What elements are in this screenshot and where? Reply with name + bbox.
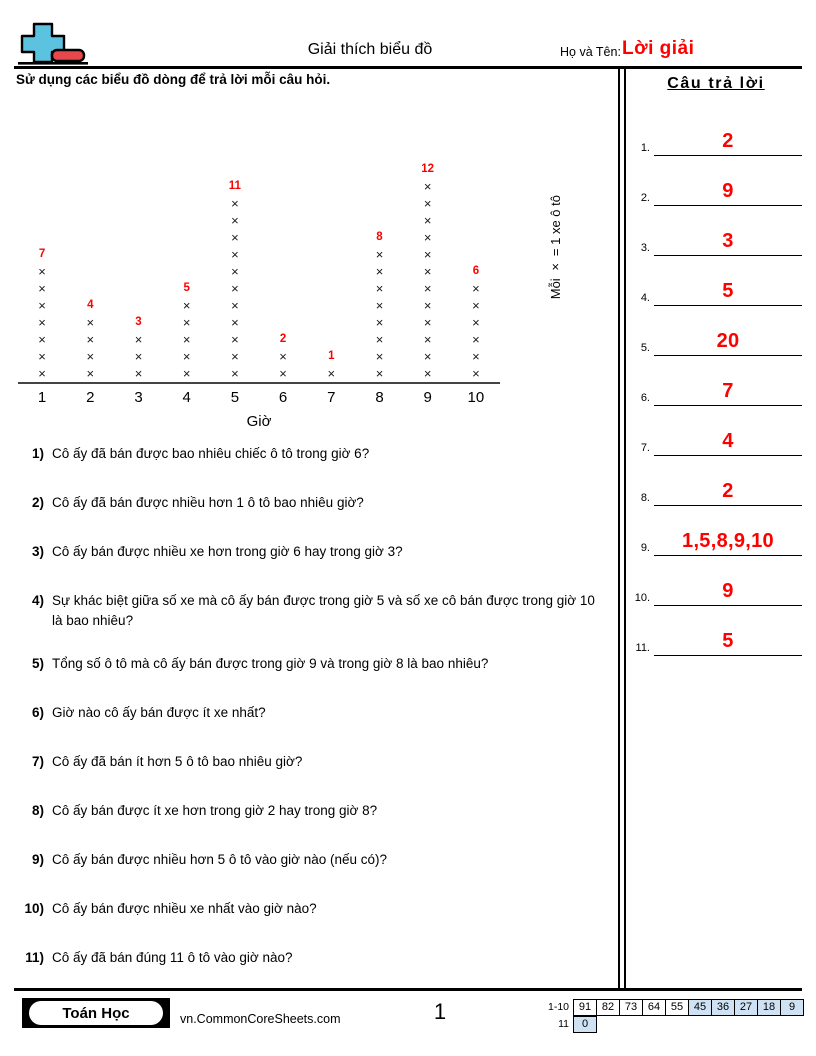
question-number: 11)	[25, 950, 44, 965]
answer-column-heading: Câu trả lời	[667, 75, 765, 92]
dot-plot-mark: ×	[231, 298, 239, 313]
question-number: 2)	[31, 495, 44, 510]
dot-plot-count-label: 8	[376, 231, 383, 243]
answer-value: 1,5,8,9,10	[682, 530, 774, 552]
dot-plot-mark: ×	[38, 366, 46, 381]
question-item	[0, 591, 612, 631]
score-table-row-label: 1-10	[547, 1001, 569, 1013]
score-table-cell: 73	[619, 999, 643, 1016]
dot-plot-mark: ×	[134, 332, 143, 347]
answer-row	[630, 406, 802, 456]
dot-plot-mark: ×	[423, 179, 432, 194]
dot-plot-mark: ×	[423, 366, 432, 381]
question-text: Cô ấy đã bán ít hơn 5 ô tô bao nhiêu giờ?	[52, 754, 303, 769]
answer-row	[630, 556, 802, 606]
dot-plot-mark: ×	[375, 281, 384, 296]
question-text: Cô ấy bán được nhiều xe hơn trong giờ 6 hay trong giờ 3?	[52, 544, 403, 559]
dot-plot-mark: ×	[231, 332, 239, 347]
dot-plot-count-label: 6	[472, 265, 480, 277]
score-table-cell: 9	[780, 999, 804, 1016]
dot-plot-mark: ×	[472, 315, 480, 330]
question-number: 4)	[31, 593, 44, 608]
dot-plot-mark: ×	[86, 366, 95, 381]
dot-plot-mark: ×	[38, 264, 46, 279]
dot-plot-mark: ×	[231, 264, 239, 279]
x-axis-tick-label: 7	[327, 389, 336, 406]
answer-value: 5	[722, 630, 734, 652]
score-table-row	[531, 999, 804, 1016]
dot-plot-count-label: 3	[135, 316, 142, 328]
dot-plot-mark: ×	[375, 264, 384, 279]
dot-plot-mark: ×	[279, 349, 287, 364]
instructions-text: Sử dụng các biểu đồ dòng để trả lời mỗi câu hỏi.	[16, 72, 331, 87]
dot-plot-count-label: 12	[421, 163, 435, 175]
question-text: Cô ấy bán được nhiều xe nhất vào giờ nào?	[52, 901, 317, 916]
dot-plot-column	[27, 247, 57, 382]
question-number: 7)	[31, 754, 44, 769]
score-table-cell: 55	[665, 999, 689, 1016]
question-item	[0, 493, 612, 519]
answer-value: 20	[716, 330, 740, 352]
x-axis-line	[18, 382, 500, 384]
score-table-cell: 36	[711, 999, 735, 1016]
question-item	[0, 444, 612, 470]
dot-plot-mark: ×	[231, 281, 239, 296]
dot-plot-mark: ×	[38, 315, 46, 330]
chart-legend-note: Mỗi × = 1 xe ô tô	[548, 195, 563, 300]
answer-row-number: 10.	[634, 592, 650, 604]
dot-plot-mark: ×	[279, 366, 287, 381]
name-field-label: Họ và Tên:	[560, 45, 621, 59]
question-number: 8)	[31, 803, 44, 818]
dot-plot-mark: ×	[375, 332, 384, 347]
dot-plot-column	[75, 298, 105, 382]
x-axis-tick-label: 1	[37, 389, 47, 406]
dot-plot-mark: ×	[38, 281, 46, 296]
dot-plot-column	[124, 315, 154, 382]
question-text: Tổng số ô tô mà cô ấy bán được trong giờ 9 và trong giờ 8 là bao nhiêu?	[52, 656, 489, 671]
dot-plot-column	[413, 162, 443, 382]
answer-row	[630, 356, 802, 406]
dot-plot-mark: ×	[375, 298, 384, 313]
answer-value: 9	[722, 180, 734, 202]
question-text: Cô ấy đã bán được nhiều hơn 1 ô tô bao nhiêu giờ?	[52, 495, 364, 510]
dot-plot-column	[316, 349, 346, 382]
dot-plot-count-label: 1	[328, 350, 335, 362]
answer-row	[630, 306, 802, 356]
score-table-row	[531, 1016, 804, 1033]
dot-plot-mark: ×	[375, 247, 384, 262]
answer-row	[630, 156, 802, 206]
answer-row-number: 7.	[640, 442, 650, 454]
dot-plot-column	[365, 230, 395, 382]
score-table-cell: 18	[757, 999, 781, 1016]
dot-plot-mark: ×	[231, 349, 239, 364]
question-item	[0, 801, 612, 827]
dot-plot-count-label: 7	[38, 248, 46, 260]
dot-plot-mark: ×	[134, 366, 143, 381]
x-axis-tick-label: 4	[182, 389, 191, 406]
answer-row	[630, 606, 802, 656]
site-url: vn.CommonCoreSheets.com	[180, 1012, 341, 1026]
dot-plot-mark: ×	[423, 349, 432, 364]
score-table-cell: 91	[573, 999, 597, 1016]
x-axis-tick-label: 2	[86, 389, 95, 406]
dot-plot-mark: ×	[375, 349, 384, 364]
footer-divider	[14, 988, 802, 991]
answer-value: 2	[722, 130, 734, 152]
question-number: 3)	[31, 544, 44, 559]
dot-plot-mark: ×	[86, 332, 95, 347]
dot-plot-mark: ×	[375, 366, 384, 381]
dot-plot-mark: ×	[423, 264, 432, 279]
dot-plot-mark: ×	[423, 332, 432, 347]
score-table-cell: 64	[642, 999, 666, 1016]
x-axis-tick-label: 5	[230, 389, 240, 406]
line-plot-chart	[0, 110, 610, 440]
page-number: 1	[433, 999, 447, 1024]
vertical-divider-left	[618, 68, 620, 988]
question-number: 9)	[31, 852, 44, 867]
dot-plot-mark: ×	[231, 247, 239, 262]
question-item	[0, 703, 612, 729]
dot-plot-mark: ×	[472, 298, 480, 313]
dot-plot-mark: ×	[182, 332, 191, 347]
dot-plot-mark: ×	[231, 366, 239, 381]
dot-plot-mark: ×	[423, 247, 432, 262]
score-table-cell: 0	[573, 1016, 597, 1033]
dot-plot-column	[172, 281, 202, 382]
question-text: Sự khác biệt giữa số xe mà cô ấy bán được trong giờ 5 và số xe cô bán được trong giờ 10 là bao nhiêu?	[52, 593, 595, 628]
dot-plot-mark: ×	[134, 349, 143, 364]
answer-row-number: 2.	[640, 192, 650, 204]
answer-value: 5	[722, 280, 734, 302]
score-table	[531, 999, 804, 1033]
answer-blank-line[interactable]	[654, 655, 802, 656]
question-text: Cô ấy đã bán đúng 11 ô tô vào giờ nào?	[52, 950, 293, 965]
dot-plot-mark: ×	[472, 332, 480, 347]
brand-name: Toán Học	[29, 1001, 163, 1025]
answer-row	[630, 456, 802, 506]
answer-row-number: 3.	[640, 242, 650, 254]
dot-plot-column	[268, 332, 298, 382]
question-item	[0, 752, 612, 778]
brand-badge	[22, 998, 170, 1028]
x-axis-tick-label: 10	[467, 389, 485, 406]
answer-value: 9	[722, 580, 734, 602]
dot-plot-mark: ×	[38, 349, 46, 364]
answer-value: 2	[722, 480, 734, 502]
question-number: 6)	[31, 705, 44, 720]
dot-plot-mark: ×	[472, 349, 480, 364]
score-table-cell: 82	[596, 999, 620, 1016]
dot-plot-mark: ×	[231, 230, 239, 245]
answer-row-number: 4.	[640, 292, 650, 304]
dot-plot-count-label: 4	[87, 299, 94, 311]
x-axis-tick-label: 6	[278, 389, 288, 406]
dot-plot-mark: ×	[423, 298, 432, 313]
question-item	[0, 850, 612, 876]
answer-row	[630, 206, 802, 256]
question-item	[0, 899, 612, 925]
answer-row-number: 6.	[640, 392, 650, 404]
question-item	[0, 948, 612, 974]
score-table-row-label: 11	[558, 1018, 569, 1030]
dot-plot-count-label: 2	[279, 333, 287, 345]
score-table-cell: 45	[688, 999, 712, 1016]
x-axis-tick-label: 9	[423, 389, 432, 406]
plus-minus-logo-icon	[14, 20, 92, 66]
question-number: 1)	[31, 446, 44, 461]
dot-plot-mark: ×	[423, 230, 432, 245]
dot-plot-mark: ×	[375, 315, 384, 330]
question-text: Cô ấy đã bán được bao nhiêu chiếc ô tô trong giờ 6?	[52, 446, 370, 461]
answer-row	[630, 506, 802, 556]
dot-plot-mark: ×	[231, 213, 239, 228]
answer-key-label: Lời giải	[622, 38, 695, 59]
question-number: 5)	[31, 656, 44, 671]
x-axis-tick-label: 3	[134, 389, 143, 406]
dot-plot-column	[220, 179, 250, 382]
dot-plot-mark: ×	[182, 349, 191, 364]
dot-plot-mark: ×	[182, 315, 191, 330]
plot-area	[18, 110, 500, 382]
question-item	[0, 542, 612, 568]
dot-plot-mark: ×	[472, 366, 480, 381]
answer-row	[630, 106, 802, 156]
answer-row-number: 5.	[640, 342, 650, 354]
dot-plot-mark: ×	[38, 298, 46, 313]
dot-plot-count-label: 5	[183, 282, 190, 294]
answer-row-number: 11.	[635, 642, 650, 654]
score-table-cell: 27	[734, 999, 758, 1016]
dot-plot-mark: ×	[38, 332, 46, 347]
x-axis-tick-label: 8	[375, 389, 384, 406]
answer-value: 3	[722, 230, 734, 252]
dot-plot-mark: ×	[423, 196, 432, 211]
dot-plot-mark: ×	[231, 196, 239, 211]
dot-plot-mark: ×	[423, 213, 432, 228]
dot-plot-mark: ×	[182, 298, 191, 313]
dot-plot-mark: ×	[423, 315, 432, 330]
answer-value: 4	[722, 430, 734, 452]
vertical-divider-right	[624, 68, 626, 988]
dot-plot-mark: ×	[231, 315, 239, 330]
dot-plot-mark: ×	[472, 281, 480, 296]
question-number: 10)	[24, 901, 44, 916]
question-text: Cô ấy bán được ít xe hơn trong giờ 2 hay trong giờ 8?	[52, 803, 378, 818]
dot-plot-mark: ×	[86, 315, 95, 330]
questions-list	[0, 444, 612, 997]
dot-plot-mark: ×	[86, 349, 95, 364]
dot-plot-mark: ×	[182, 366, 191, 381]
dot-plot-column	[461, 264, 491, 382]
question-text: Cô ấy bán được nhiều hơn 5 ô tô vào giờ nào (nếu có)?	[52, 852, 388, 867]
dot-plot-mark: ×	[327, 366, 336, 381]
answer-row-number: 8.	[640, 492, 650, 504]
question-text: Giờ nào cô ấy bán được ít xe nhất?	[52, 705, 266, 720]
answer-row	[630, 256, 802, 306]
answer-row-number: 9.	[640, 542, 650, 554]
answer-key-panel	[630, 68, 816, 654]
x-axis-title: Giờ	[246, 413, 272, 430]
dot-plot-count-label: 11	[228, 180, 241, 192]
dot-plot-mark: ×	[423, 281, 432, 296]
page-title: Giải thích biểu đồ	[307, 41, 433, 58]
answer-value: 7	[722, 380, 734, 402]
answer-row-number: 1.	[640, 142, 650, 154]
question-item	[0, 654, 612, 680]
